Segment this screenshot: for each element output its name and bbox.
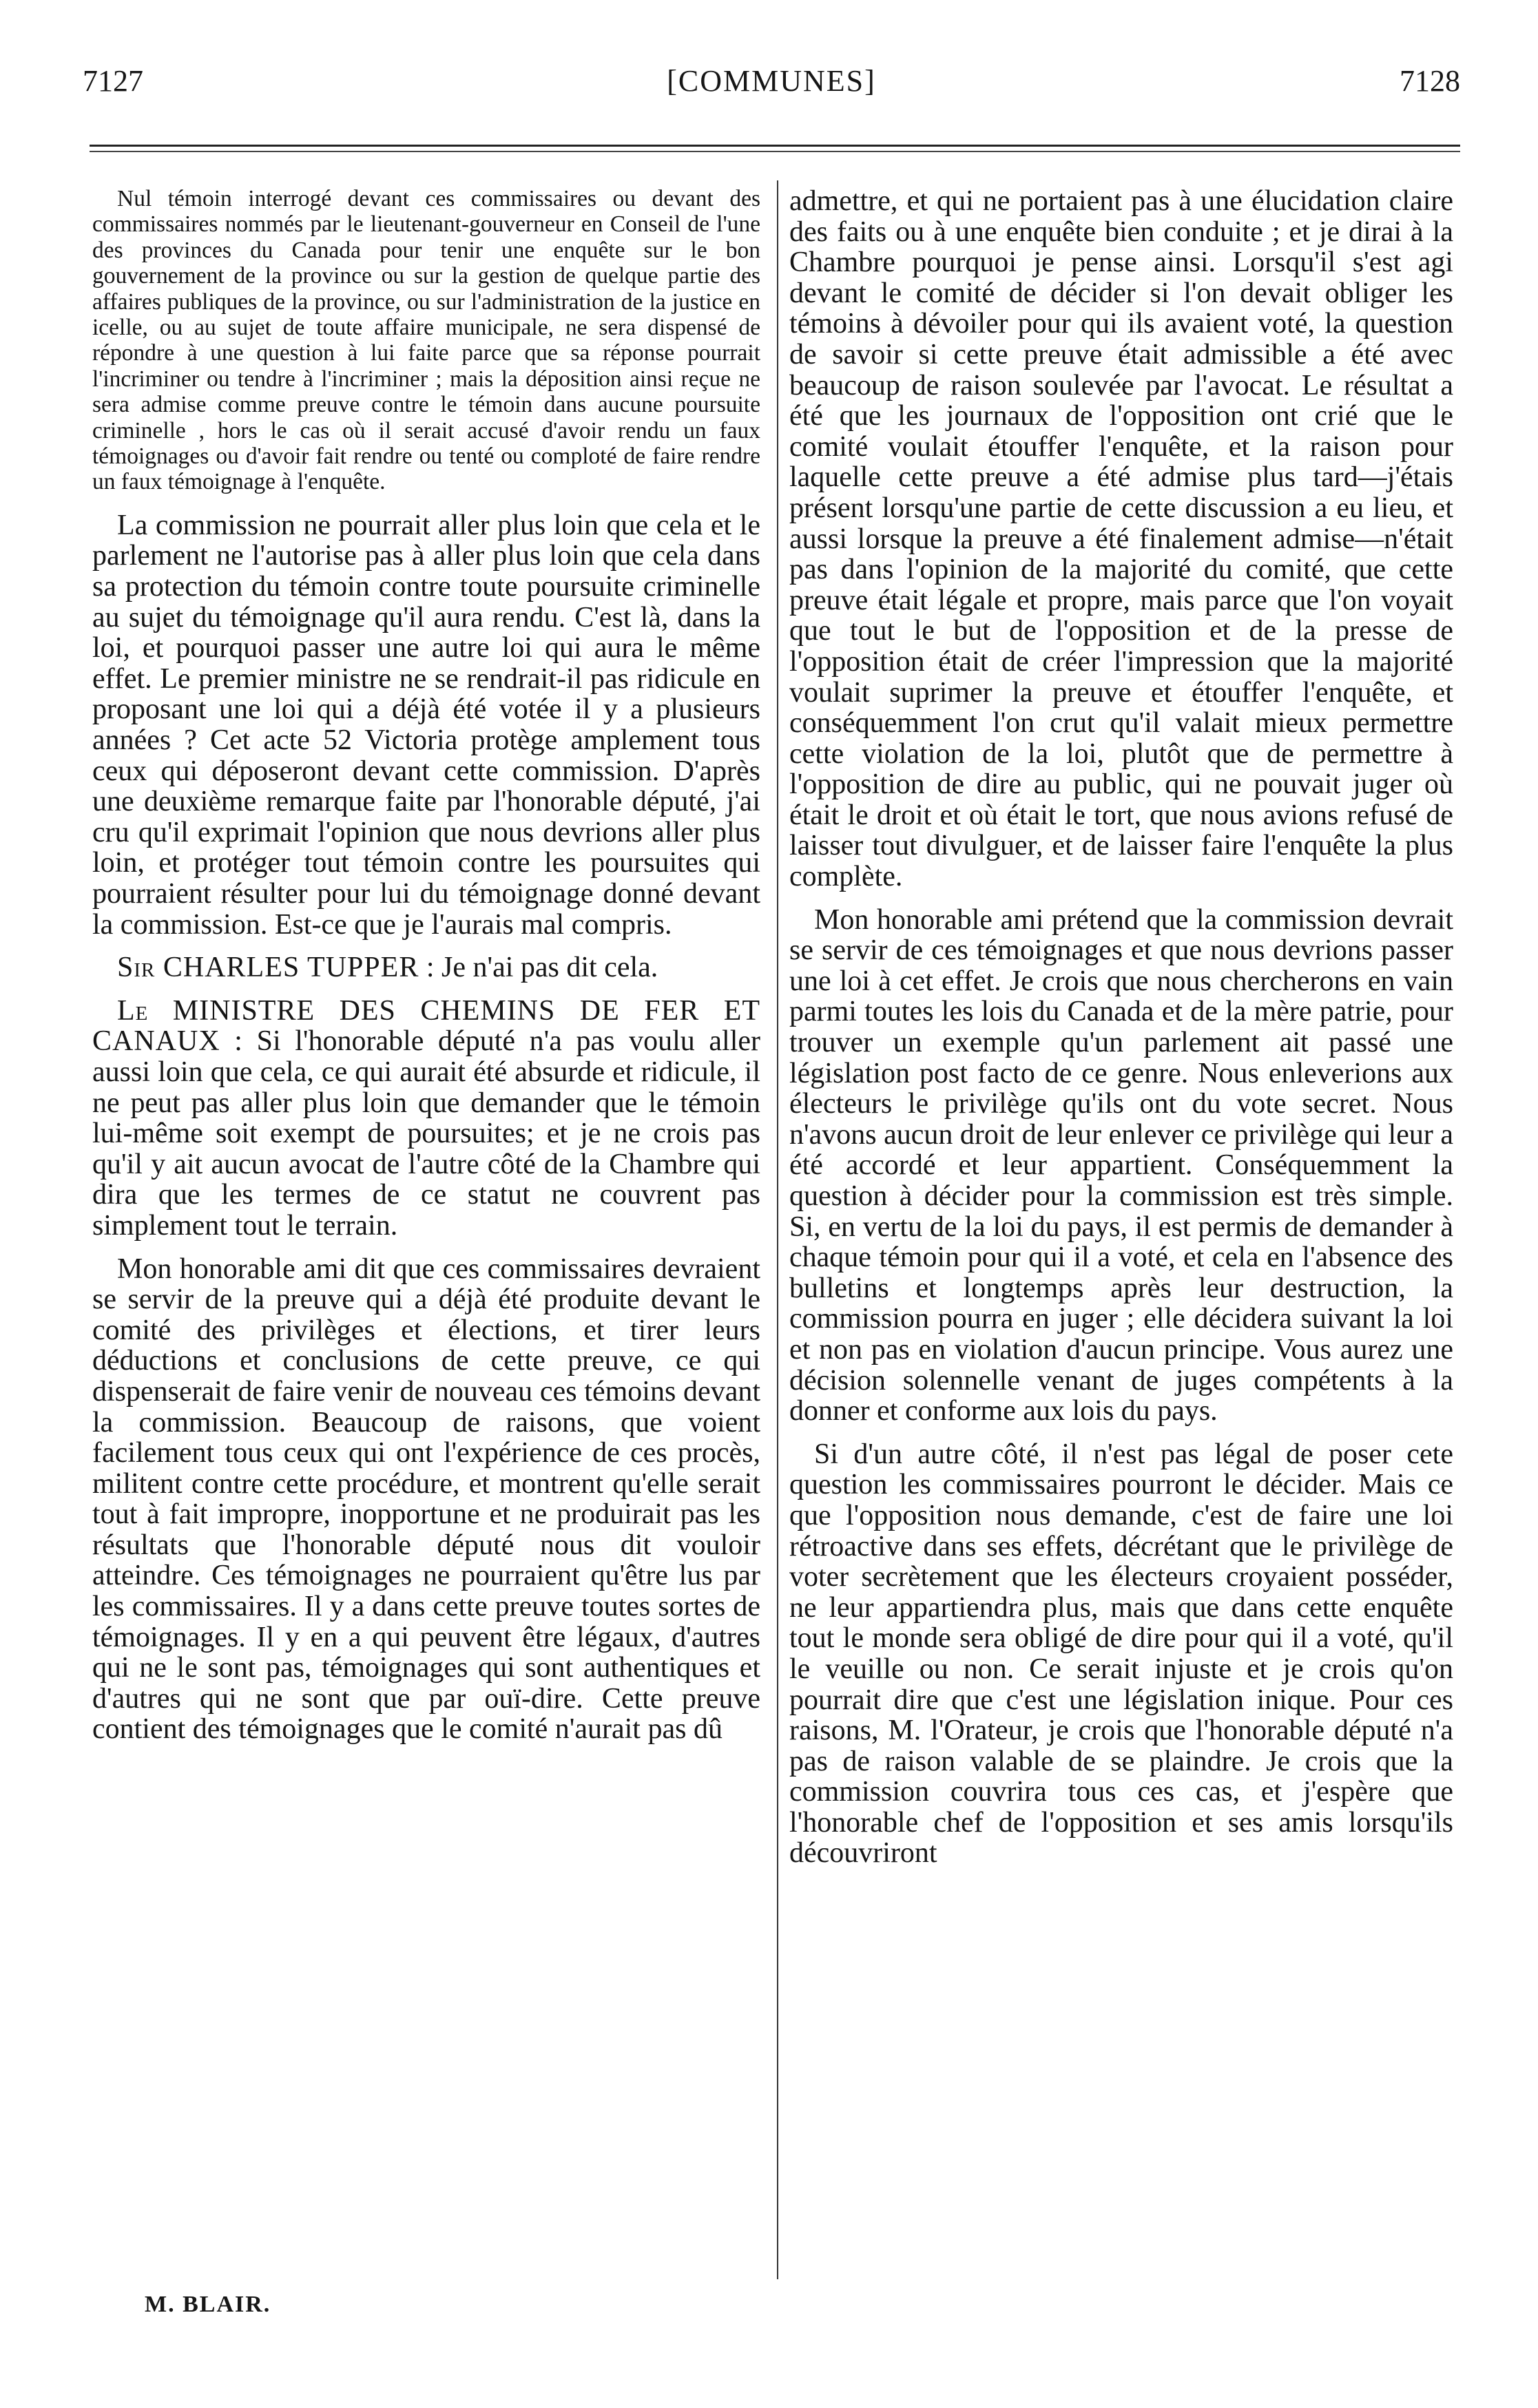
- paragraph: Mon honorable ami prétend que la commission devrait se servir de ces témoignages et que nous devrions passer une loi à cet effet. Je crois que nous chercherons en vain parmi toutes les lois du Canada et de la mère patrie, pour trouver un exemple qu'un parlement ait passé une législation post facto de ce genre. Nous enleverions aux électeurs le privilège qu'ils ont du vote secret. Nous n'avons aucun droit de leur enlever ce privilège qui leur a été accordé et leur appartient. Conséquemment la question à décider pour la commission est très simple. Si, en vertu de la loi du pays, il est permis de demander à chaque témoin pour qui il a voté, et cela en l'absence des bulletins et longtemps après leur destruction, la commission pourra en juger ; elle décidera suivant la loi et non pas en violation d'aucun principe. Vous aurez une décision solennelle venant de juges compétents à la donner et conforme aux lois du pays.: [789, 903, 1453, 1427]
- speech-text: : Si l'honorable député n'a pas voulu aller aussi loin que cela, ce qui aurait été absurde et ridicule, il ne peut pas aller plus loin que demander que le témoin lui-même soit exempt de poursuites; et je ne crois pas qu'il y ait aucun avocat de l'autre côté de la Chambre qui dira que les termes de ce statut ne couvrent pas simplement tout le terrain.: [92, 1025, 760, 1242]
- page-number-right: 7128: [1400, 64, 1460, 98]
- footer-speaker: M. BLAIR.: [145, 2292, 271, 2317]
- speaker-name: Sir CHARLES TUPPER: [117, 952, 419, 984]
- page-header: [83, 63, 1460, 112]
- paragraph: La commission ne pourrait aller plus loin que cela et le parlement ne l'autorise pas à aller plus loin que cela dans sa protection du témoin contre toute poursuite criminelle au sujet du témoignage qu'il aura rendu. C'est là, dans la loi, et pourquoi passer une autre loi qui aura le même effet. Le premier ministre ne se rendrait-il pas ridicule en proposant une loi qui a déjà été votée il y a plusieurs années ? Cet acte 52 Victoria protège amplement tous ceux qui déposeront devant cette commission. D'après une deuxième remarque faite par l'honorable député, j'ai cru qu'il exprimait l'opinion que nous devrions aller plus loin, et protéger tout témoin contre les poursuites qui pourraient résulter pour lui du témoignage donné devant la commission. Est-ce que je l'aurais mal compris.: [92, 509, 760, 941]
- page-number-left: 7127: [83, 64, 143, 98]
- header-rule-thin: [90, 151, 1460, 152]
- header-title: [COMMUNES]: [667, 64, 876, 98]
- speech-minister: [92, 996, 760, 1242]
- left-column: [92, 186, 760, 2279]
- quoted-statute: Nul témoin interrogé devant ces commissaires ou devant des commissaires nommés par le lieutenant-gouverneur en Conseil de l'une des provinces du Canada pour tenir une enquête sur le bon gouvernement de la province ou sur la gestion de quelque partie des affaires publiques de la province, ou sur l'administration de la justice en icelle, ou au sujet de toute affaire municipale, ne sera dispensé de répondre à une question à lui faite parce que sa réponse pourrait l'incriminer ou tendre à l'incriminer ; mais la déposition ainsi reçue ne sera admise comme preuve contre le témoin dans aucune poursuite criminelle , hors le cas où il serait accusé d'avoir rendu un faux témoignages ou d'avoir fait rendre ou tenté ou comploté de faire rendre un faux témoignage à l'enquête.: [92, 186, 760, 495]
- paragraph: admettre, et qui ne portaient pas à une élucidation claire des faits ou à une enquête bien conduite ; et je dirai à la Chambre pourquoi je pense ainsi. Lorsqu'il s'est agi devant le comité de décider si l'on devait obliger les témoins à dévoiler pour qui ils avaient voté, la question de savoir si cette preuve était admissible a été avec beaucoup de raison soulevée par l'avocat. Le résultat a été que les journaux de l'opposition ont crié que le comité voulait étouffer l'enquête, et la raison pour laquelle cette preuve a été admise plus tard—j'étais présent lorsqu'une partie de cette discussion a eu lieu, et aussi lorsque la preuve a été finalement admise—n'était pas dans l'opinion de la majorité du comité, que cette preuve était légale et propre, mais parce que l'on voyait que tout le but de l'opposition et de la presse de l'opposition était de créer l'impression que la majorité voulait suprimer la preuve et étouffer l'enquête, et conséquemment l'on crut qu'il valait mieux permettre cette violation de la loi, plutôt que de permettre à l'opposition de dire au public, qui ne pouvait juger où était le droit et où était le tort, que nous avions refusé de laisser tout divulguer, et de laisser faire l'enquête la plus complète.: [789, 186, 1453, 893]
- speech-text: : Je n'ai pas dit cela.: [419, 952, 658, 984]
- header-rule-thick: [90, 145, 1460, 147]
- speaker-name: Le MINISTRE DES CHEMINS DE FER ET CANAUX: [92, 994, 760, 1058]
- speech-tupper: [92, 952, 760, 983]
- paragraph: Mon honorable ami dit que ces commissaires devraient se servir de la preuve qui a déjà été produite devant le comité des privilèges et élections, et tirer leurs déductions et conclusions de cette preuve, ce qui dispenserait de faire venir de nouveau ces témoins devant la commission. Beaucoup de raisons, que voient facilement tous ceux qui ont l'expérience de ces procès, militent contre cette procédure, et montrent qu'elle serait tout à fait impropre, inopportune et ne produirait pas les résultats que l'honorable député nous dit vouloir atteindre. Ces témoignages ne pourraient qu'être lus par les commissaires. Il y a dans cette preuve toutes sortes de témoignages. Il y en a qui peuvent être légaux, d'autres qui ne le sont pas, témoignages qui sont authentiques et d'autres qui ne sont que par ouï-dire. Cette preuve contient des témoignages que le comité n'aurait pas dû: [92, 1253, 760, 1746]
- paragraph: Si d'un autre côté, il n'est pas légal de poser cete question les commissaires pourront le décider. Mais ce que l'opposition nous demande, c'est de faire une loi rétroactive dans ses effets, décrétant que le privilège de voter secrètement que les électeurs croyaient posséder, ne leur appartiendra plus, mais que dans cette enquête tout le monde sera obligé de dire pour qui il a voté, qu'il le veuille ou non. Ce serait injuste et je crois qu'on pourrait dire que c'est une législation inique. Pour ces raisons, M. l'Orateur, je crois que l'honorable député n'a pas de raison valable de se plaindre. Je crois que la commission couvrira tous ces cas, et j'espère que l'honorable chef de l'opposition et ses amis lorsqu'ils découvriront: [789, 1438, 1453, 1870]
- column-divider: [777, 180, 778, 2279]
- right-column: [789, 186, 1453, 2279]
